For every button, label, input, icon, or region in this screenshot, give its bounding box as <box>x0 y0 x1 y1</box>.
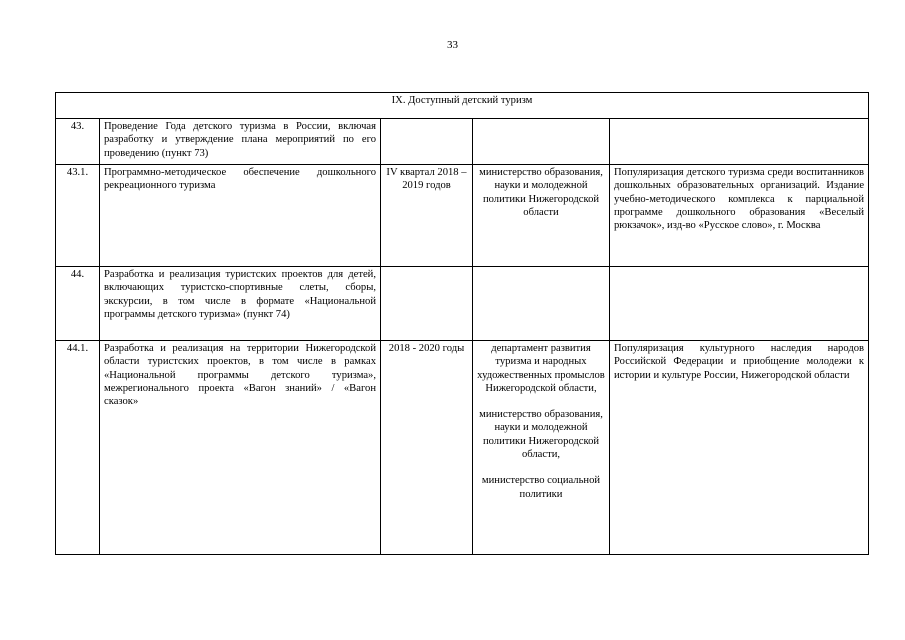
row-responsible <box>473 165 610 267</box>
row-result: Популяризация детского туризма среди воспитанников дошкольных образовательных организаций. Издание учебно-методического комплекса к парциальной программе дошкольного образования «Веселый рюкзачок», изд-во «Русское слово», г. Москва <box>610 165 869 267</box>
row-number: 43. <box>56 119 100 165</box>
row-responsible <box>473 267 610 341</box>
row-result <box>610 267 869 341</box>
row-number: 43.1. <box>56 165 100 267</box>
row-description <box>100 267 381 341</box>
row-number: 44. <box>56 267 100 341</box>
row-description <box>100 119 381 165</box>
row-number: 44.1. <box>56 341 100 555</box>
table-row <box>56 119 869 165</box>
row-result <box>610 119 869 165</box>
section-header-row <box>56 93 869 119</box>
row-description <box>100 341 381 555</box>
responsible-entity: департамент развития туризма и народных художественных промыслов Нижегородской области, <box>477 343 605 394</box>
plan-table <box>55 92 869 555</box>
table-row <box>56 267 869 341</box>
row-description-text: Разработка и реализация на территории Нижегородской области туристских проектов, в том числе в рамках «Национальной программы детского туризма», межрегионального проекта «Вагон знаний» / «Вагон сказок» <box>104 343 376 408</box>
row-period: IV квартал 2018 – 2019 годов <box>381 165 473 267</box>
row-description-text: Разработка и реализация туристских проектов для детей, включающих туристско-спортивные слеты, сборы, экскурсии, в том числе в формате «Национальной программы детского туризма» (пункт 74) <box>104 269 376 320</box>
row-responsible <box>473 119 610 165</box>
row-period <box>381 267 473 341</box>
row-period <box>381 119 473 165</box>
responsible-entity: министерство образования, науки и молодежной политики Нижегородской области, <box>479 409 603 461</box>
row-description <box>100 165 381 267</box>
table-row <box>56 341 869 555</box>
row-result: Популяризация культурного наследия народов Российской Федерации и приобщение молодежи к истории и культуре России, Нижегородской области <box>610 341 869 555</box>
row-period: 2018 - 2020 годы <box>381 341 473 555</box>
row-description-text: Программно-методическое обеспечение дошкольного рекреационного туризма <box>104 167 376 192</box>
responsible-entity: министерство образования, науки и молодежной политики Нижегородской области <box>479 167 603 218</box>
responsible-entity: министерство социальной политики <box>481 475 601 500</box>
row-responsible <box>473 341 610 555</box>
row-description-text: Проведение Года детского туризма в России, включая разработку и утверждение плана мероприятий по его проведению (пункт 73) <box>104 121 376 159</box>
table-row <box>56 165 869 267</box>
page-number: 33 <box>447 39 458 51</box>
section-title: IX. Доступный детский туризм <box>56 93 869 119</box>
